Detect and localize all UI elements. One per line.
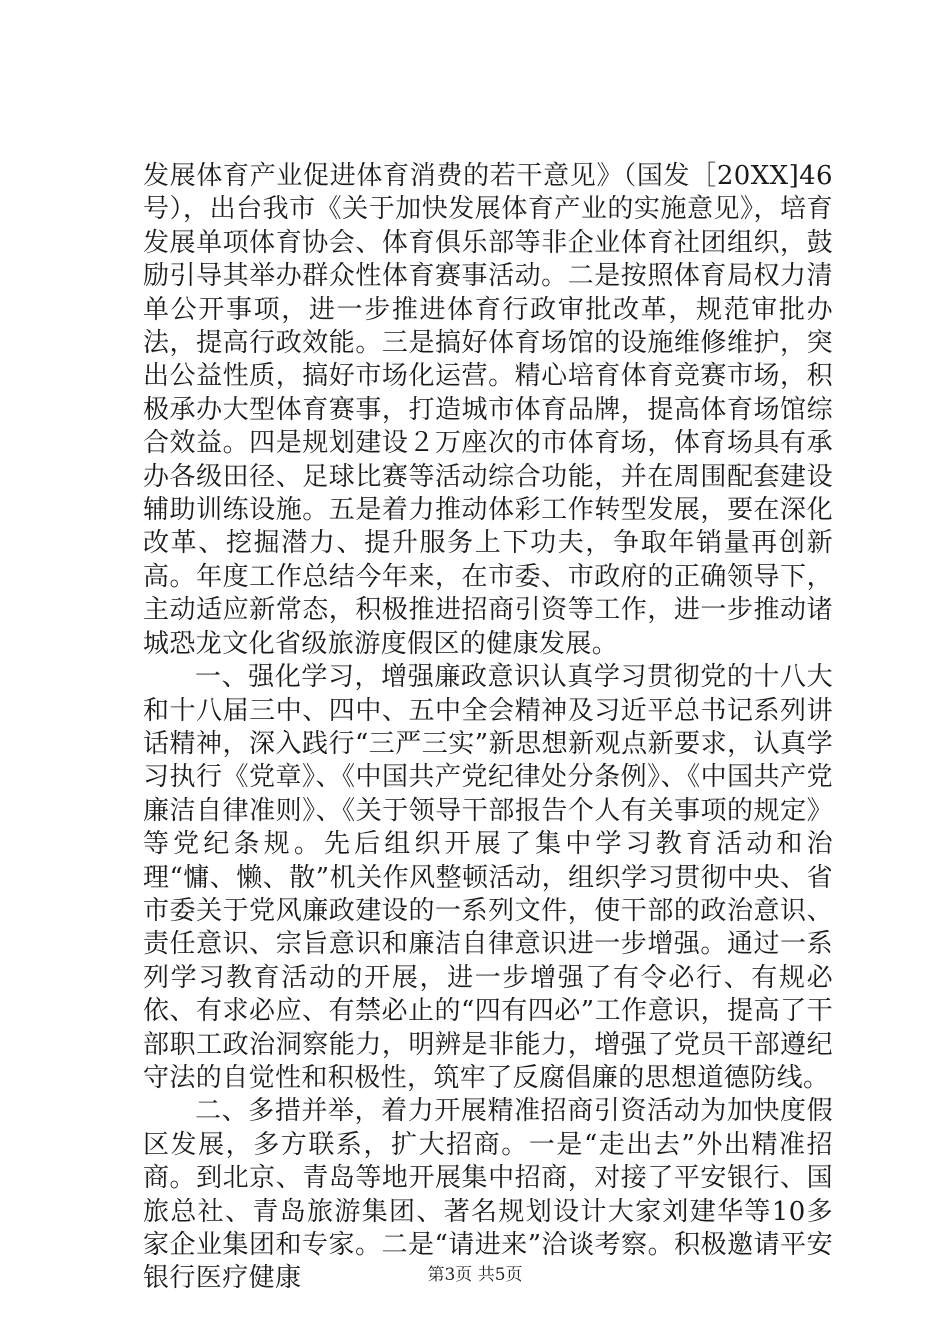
- paragraph-study-integrity: 一、强化学习，增强廉政意识认真学习贯彻党的十八大和十八届三中、四中、五中全会精神及习近平总书记系列讲话精神，深入践行“三严三实”新思想新观点新要求，认真学习执行《党章》、《中国共产党纪律处分条例》、《中国共产党廉洁自律准则》、《关于领导干部报告个人有关事项的规定》等党纪条规。先后组织开展了集中学习教育活动和治理“慵、懒、散”机关作风整顿活动，组织学习贯彻中央、省市委关于党风廉政建设的一系列文件，使干部的政治意识、责任意识、宗旨意识和廉洁自律意识进一步增强。通过一系列学习教育活动的开展，进一步增强了有令必行、有规必依、有求必应、有禁必止的“四有四必”工作意识，提高了干部职工政治洞察能力，明辨是非能力，增强了党员干部遵纪守法的自觉性和积极性，筑牢了反腐倡廉的思想道德防线。: [143, 662, 833, 1093]
- page-footer: 第3页 共5页: [427, 1265, 523, 1285]
- paragraph-continuation: 发展体育产业促进体育消费的若干意见》（国发［20XX]46号），出台我市《关于加快发展体育产业的实施意见》，培育发展单项体育协会、体育俱乐部等非企业体育社团组织，鼓励引导其举办群众性体育赛事活动。二是按照体育局权力清单公开事项，进一步推进体育行政审批改革，规范审批办法，提高行政效能。三是搞好体育场馆的设施维修维护，突出公益性质，搞好市场化运营。精心培育体育竞赛市场，积极承办大型体育赛事，打造城市体育品牌，提高体育场馆综合效益。四是规划建设２万座次的市体育场，体育场具有承办各级田径、足球比赛等活动综合功能，并在周围配套建设辅助训练设施。五是着力推动体彩工作转型发展，要在深化改革、挖掘潜力、提升服务上下功夫，争取年销量再创新高。年度工作总结今年来，在市委、市政府的正确领导下，主动适应新常态，积极推进招商引资等工作，进一步推动诸城恐龙文化省级旅游度假区的健康发展。: [143, 161, 833, 659]
- document-body: [143, 160, 833, 1296]
- paragraph-investment-promotion: 二、多措并举，着力开展精准招商引资活动为加快度假区发展，多方联系，扩大招商。一是“走出去”外出精准招商。到北京、青岛等地开展集中招商，对接了平安银行、国旅总社、青岛旅游集团、著名规划设计大家刘建华等10多家企业集团和专家。二是“请进来”洽谈考察。积极邀请平安银行医疗健康: [143, 1096, 833, 1294]
